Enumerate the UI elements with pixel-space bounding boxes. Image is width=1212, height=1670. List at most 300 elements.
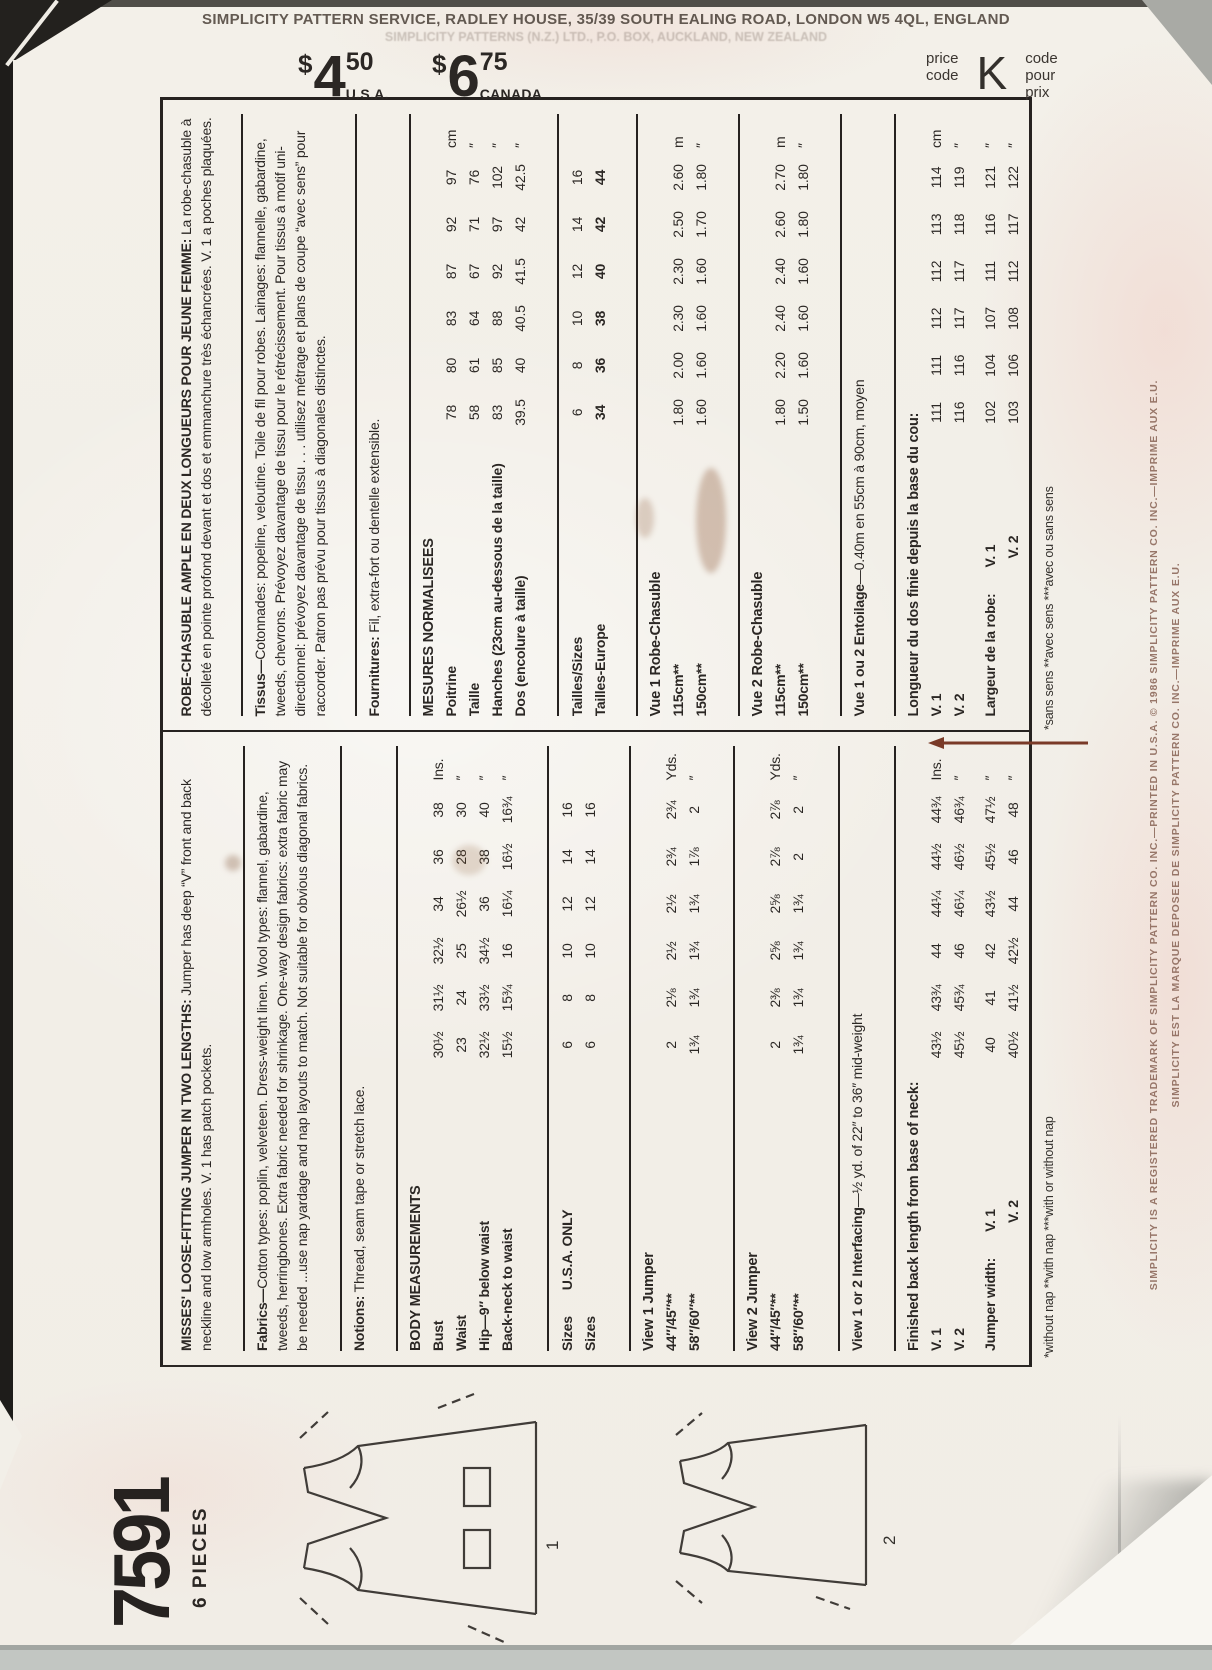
view2-yardage-section	[733, 747, 810, 1352]
table-cell: 87	[442, 263, 459, 280]
table-cell: 1.60	[693, 399, 710, 426]
vue2-header: Vue 2 Robe-Chasuble	[750, 571, 767, 717]
table-cell: 71	[465, 216, 482, 233]
unit-cell: ″	[982, 143, 998, 148]
french-intro	[169, 114, 216, 717]
fournitures-text: Fil, extra-fort ou dentelle extensible.	[365, 418, 382, 637]
address-line: SIMPLICITY PATTERN SERVICE, RADLEY HOUSE, 35/39 SOUTH EALING ROAD, LONDON W5 4QL, ENGLAND	[202, 11, 1010, 28]
scan-edge-bottom	[0, 1650, 1212, 1670]
table-cell: 6	[558, 1041, 575, 1049]
table-cell: 31½	[430, 984, 447, 1012]
table-cell: 102	[488, 166, 505, 189]
table-cell: 2½	[662, 894, 679, 914]
table-cell: 2.30	[670, 305, 687, 332]
table-cell: 1¾	[790, 988, 807, 1008]
tissus-text: Cotonnades: popeline, veloutine. Toile de fil pour robes. Lainages: flannelle, gabardine, tweeds, chevrons. Prévoyez davantage de tissu pour le rétrécissement. Pour tissus à motif uni-directionnel: prévoyez davantage de tissu . . . utilisez métrage et plans de coupe “avec sens” pour raccorder. Patron pas prévu pour tissus à diagonales distinctes.	[251, 130, 328, 717]
entoilage-section	[840, 114, 869, 717]
table-cell: 38	[430, 802, 447, 818]
unit-cell: ″	[465, 143, 482, 148]
price-code-letter: K	[976, 47, 1008, 99]
stain-mark	[452, 845, 486, 875]
table-cell: 1¾	[685, 894, 702, 914]
table-cell: 1.80	[772, 399, 789, 426]
table-cell: 106	[1005, 354, 1021, 377]
row-label: Hanches (23cm au-dessous de la taille)	[488, 463, 505, 717]
table-cell: 43½	[928, 1031, 944, 1059]
table-cell: 10	[558, 943, 575, 959]
table-row	[787, 747, 810, 1352]
unit-cell: m	[772, 136, 789, 148]
table-row	[948, 747, 971, 1352]
table-cell: 92	[488, 263, 505, 280]
table-row	[925, 114, 948, 717]
table-cell: 14	[558, 849, 575, 865]
table-cell: 92	[442, 216, 459, 233]
table-cell: 28	[453, 849, 470, 865]
row-label: Back-neck to waist	[499, 1228, 516, 1351]
table-cell: 40	[982, 1037, 998, 1053]
table-cell: 80	[442, 357, 459, 374]
legal-line-english: SIMPLICITY IS A REGISTERED TRADEMARK OF SIMPLICITY PATTERN CO. INC.—PRINTED IN U.S.A. © 1986 SIMPLICITY PATTERN CO. INC.—IMPRIME AUX E.U.	[1148, 379, 1160, 1291]
mesures-table	[440, 114, 532, 717]
row-label: Jumper width:V. 1	[982, 1209, 998, 1351]
table-row	[486, 114, 509, 717]
table-cell: 23	[453, 1037, 470, 1053]
row-label: 115cm**	[772, 664, 789, 717]
table-cell: 41½	[1005, 984, 1021, 1012]
price-usa-dollars: 4	[313, 44, 344, 109]
unit-cell: ″	[951, 143, 967, 148]
body-measurements-header: BODY MEASUREMENTS	[408, 1185, 425, 1351]
jumper-width-table	[979, 747, 1025, 1352]
table-row	[667, 114, 690, 717]
table-cell: 1.60	[693, 258, 710, 285]
table-cell: 44¼	[928, 890, 944, 918]
row-label-secondary: V. 1	[982, 1209, 998, 1232]
unit-cell: cm	[442, 129, 459, 148]
unit-cell: ″	[693, 143, 710, 148]
table-cell: 1¾	[790, 941, 807, 961]
table-cell: 1.60	[795, 305, 812, 332]
table-cell: 46¼	[951, 890, 967, 918]
unit-cell: Yds.	[662, 753, 679, 781]
table-cell: 34	[591, 404, 608, 421]
table-cell: 46½	[951, 843, 967, 871]
table-cell: 38	[591, 310, 608, 327]
french-tissus	[241, 114, 330, 717]
table-cell: 34½	[476, 937, 493, 965]
table-cell: 45¾	[951, 984, 967, 1012]
row-label: Dos (encolure à taille)	[511, 575, 528, 717]
table-cell: 14	[568, 216, 585, 233]
table-cell: 102	[982, 401, 998, 424]
view1-header: View 1 Jumper	[640, 1252, 657, 1351]
english-intro-text: Jumper has deep “V” front and back neckline and low armholes. V. 1 has patch pockets.	[178, 779, 214, 1351]
table-cell: 2¾	[662, 847, 679, 867]
dollar-sign-icon: $	[432, 49, 447, 79]
table-cell: 24	[453, 990, 470, 1006]
table-cell: 2¾	[662, 800, 679, 820]
address-line-faded: SIMPLICITY PATTERNS (N.Z.) LTD., P.O. BOX, AUCKLAND, NEW ZEALAND	[384, 30, 828, 44]
table-cell: 42	[511, 216, 528, 233]
table-cell: 16¾	[499, 796, 516, 824]
french-fournitures	[355, 114, 384, 717]
view2-header: View 2 Jumper	[745, 1252, 762, 1351]
row-label: 150cm**	[795, 663, 812, 717]
row-label: 115cm**	[670, 664, 687, 717]
table-cell: 16½	[499, 843, 516, 871]
interfacing-section	[838, 747, 867, 1352]
unit-cell: ″	[795, 143, 812, 148]
table-cell: 1.80	[795, 211, 812, 238]
table-cell: 43¾	[928, 984, 944, 1012]
table-cell: 12	[568, 263, 585, 280]
table-cell: 1.80	[795, 164, 812, 191]
finished-length-table	[925, 747, 971, 1352]
table-row	[566, 114, 589, 717]
table-cell: 108	[1005, 307, 1021, 330]
table-cell: 12	[558, 896, 575, 912]
stain-mark	[225, 855, 241, 871]
table-cell: 121	[982, 166, 998, 189]
table-cell: 42	[591, 216, 608, 233]
row-label-secondary: U.S.A. ONLY	[558, 1209, 575, 1291]
price-usa	[298, 44, 389, 109]
table-cell: 64	[465, 310, 482, 327]
table-cell: 112	[928, 307, 944, 330]
price-code-label-en: price code	[926, 50, 959, 84]
row-label: 44″/45″**	[662, 1293, 679, 1351]
table-cell: 46	[951, 943, 967, 959]
table-cell: 40½	[1005, 1031, 1021, 1059]
row-label: 58″/60″**	[790, 1293, 807, 1351]
table-cell: 83	[442, 310, 459, 327]
table-row	[1002, 747, 1025, 1352]
stain-mark	[636, 498, 654, 538]
finished-length-header: Finished back length from base of neck:	[906, 1081, 922, 1351]
table-cell: 36	[430, 849, 447, 865]
table-cell: 116	[982, 213, 998, 236]
table-cell: 1¾	[685, 1035, 702, 1055]
table-cell: 1¾	[685, 941, 702, 961]
price-code-label-fr: code pour prix	[1025, 50, 1058, 101]
table-row	[792, 114, 815, 717]
table-row	[948, 114, 971, 717]
unit-cell: Ins.	[430, 758, 447, 781]
view1-yardage-table	[660, 747, 706, 1352]
table-cell: 117	[1005, 213, 1021, 236]
table-row	[979, 747, 1002, 1352]
table-cell: 30	[453, 802, 470, 818]
pieces-count: 6 PIECES	[190, 1506, 211, 1608]
view2-number-label: 2	[880, 1535, 899, 1545]
table-cell: 8	[558, 994, 575, 1002]
table-cell: 2.00	[670, 352, 687, 379]
table-row	[683, 747, 706, 1352]
table-cell: 1.50	[795, 399, 812, 426]
mesures-header: MESURES NORMALISEES	[420, 538, 437, 717]
table-cell: 42½	[1005, 937, 1021, 965]
table-cell: 16	[568, 169, 585, 186]
table-cell: 40	[591, 263, 608, 280]
row-label: V. 1	[928, 1328, 944, 1351]
body-measurements-section	[396, 747, 519, 1352]
sizes-section	[547, 747, 602, 1352]
table-cell: 38	[476, 849, 493, 865]
table-cell: 32½	[476, 1031, 493, 1059]
pen-arrow-mark	[928, 735, 1088, 751]
table-cell: 32½	[430, 937, 447, 965]
unit-cell: ″	[1005, 143, 1021, 148]
row-label: V. 2	[1005, 535, 1021, 559]
unit-cell: cm	[928, 129, 944, 148]
table-cell: 76	[465, 169, 482, 186]
row-label: V. 2	[951, 1328, 967, 1351]
row-label: V. 1	[928, 693, 944, 717]
table-cell: 112	[928, 260, 944, 283]
table-cell: 16¼	[499, 890, 516, 918]
scan-edge-top	[0, 0, 1212, 7]
table-cell: 122	[1005, 166, 1021, 189]
table-cell: 26½	[453, 890, 470, 918]
row-label: Waist	[453, 1315, 470, 1351]
table-cell: 114	[928, 166, 944, 189]
table-row	[556, 747, 579, 1352]
mesures-section	[409, 114, 532, 717]
row-label: Taille	[465, 682, 482, 717]
table-row	[509, 114, 532, 717]
table-cell: 2½	[662, 941, 679, 961]
french-intro-heading: ROBE-CHASUBLE AMPLE EN DEUX LONGUEURS POUR JEUNE FEMME:	[178, 238, 194, 717]
table-cell: 111	[928, 402, 944, 423]
price-canada-region: CANADA	[479, 86, 543, 102]
price-canada-dollars: 6	[447, 44, 478, 109]
english-fabrics	[243, 747, 312, 1352]
longueur-table	[925, 114, 971, 717]
table-cell: 1.60	[693, 352, 710, 379]
table-cell: 15½	[499, 1031, 516, 1059]
table-cell: 46¾	[951, 796, 967, 824]
table-row	[764, 747, 787, 1352]
table-cell: 61	[465, 357, 482, 374]
sizes-table	[556, 747, 602, 1352]
interfacing-label: View 1 or 2 Interfacing	[848, 1207, 865, 1351]
table-cell: 45½	[951, 1031, 967, 1059]
table-row	[427, 747, 450, 1352]
row-label: Poitrine	[442, 665, 459, 717]
table-cell: 2	[662, 1041, 679, 1049]
row-label: Sizes	[581, 1316, 598, 1351]
row-label: V. 2	[1005, 1200, 1021, 1223]
english-intro	[169, 747, 216, 1352]
row-label: V. 2	[951, 693, 967, 717]
vue2-metrage-table	[769, 114, 815, 717]
table-cell: 2⅞	[767, 800, 784, 820]
table-cell: 97	[488, 216, 505, 233]
table-cell: 1¾	[790, 894, 807, 914]
table-row	[690, 114, 713, 717]
table-cell: 10	[581, 943, 598, 959]
price-canada-cents: 75	[479, 48, 508, 76]
table-cell: 2	[685, 806, 702, 814]
table-cell: 2⅝	[767, 941, 784, 961]
table-cell: 1.60	[693, 305, 710, 332]
table-row	[769, 114, 792, 717]
row-label-secondary: V. 1	[982, 544, 998, 568]
table-cell: 2⅜	[767, 988, 784, 1008]
content-box	[160, 97, 1032, 1367]
unit-cell: ″	[453, 775, 470, 781]
dollar-sign-icon: $	[298, 49, 313, 79]
row-label: Tailles-Europe	[591, 623, 608, 717]
french-column	[163, 100, 1029, 733]
row-label: 150cm**	[693, 663, 710, 717]
unit-cell: ″	[511, 143, 528, 148]
table-cell: 117	[951, 307, 967, 330]
table-cell: 1.60	[795, 258, 812, 285]
table-cell: 112	[1005, 260, 1021, 283]
table-cell: 40	[476, 802, 493, 818]
vue2-metrage-section	[738, 114, 815, 717]
table-cell: 58	[465, 404, 482, 421]
table-cell: 33½	[476, 984, 493, 1012]
view1-jumper-drawing	[288, 1384, 546, 1652]
table-cell: 107	[982, 307, 998, 330]
table-cell: 6	[568, 408, 585, 417]
notions-label: Notions:	[350, 1295, 367, 1351]
vue1-metrage-table	[667, 114, 713, 717]
table-cell: 43½	[982, 890, 998, 918]
table-cell: 117	[951, 260, 967, 283]
unit-cell: ″	[951, 775, 967, 781]
french-intro-text: La robe-chasuble à décolleté en pointe profond devant et dos et emmanchure très échancrées. V. 1 a poches plaquées.	[178, 117, 214, 717]
table-cell: 6	[581, 1041, 598, 1049]
table-row	[979, 114, 1002, 717]
table-cell: 45½	[982, 843, 998, 871]
table-cell: 2⅛	[662, 988, 679, 1008]
table-cell: 47½	[982, 796, 998, 824]
table-cell: 113	[928, 213, 944, 236]
english-intro-heading: MISSES' LOOSE-FITTING JUMPER IN TWO LENGTHS:	[178, 999, 194, 1351]
table-row	[1002, 114, 1025, 717]
table-cell: 111	[928, 355, 944, 376]
fabrics-label: Fabrics—	[254, 1288, 271, 1351]
table-row	[660, 747, 683, 1352]
table-cell: 42.5	[511, 164, 528, 191]
fabrics-text: Cotton types: poplin, velveteen. Dress-weight linen. Wool types: flannel, gabardine, tweeds, herringbones. Extra fabric needed for shrinkage. One-way design fabrics: extra fabric may be needed ...use nap yardage and nap layouts to match. Not suitable for obvious diagonal fabrics.	[254, 761, 311, 1351]
unit-cell: ″	[685, 775, 702, 781]
finished-length-section	[894, 747, 1025, 1352]
unit-cell: Yds.	[767, 753, 784, 781]
vue1-metrage-section	[636, 114, 713, 717]
table-cell: 48	[1005, 802, 1021, 818]
vue1-header: Vue 1 Robe-Chasuble	[648, 571, 665, 717]
unit-cell: ″	[1005, 775, 1021, 781]
scan-edge-left	[0, 0, 13, 1438]
table-row	[589, 114, 612, 717]
table-cell: 1¾	[685, 988, 702, 1008]
unit-cell: ″	[499, 775, 516, 781]
english-column	[163, 733, 1029, 1366]
row-label: SizesU.S.A. ONLY	[558, 1209, 575, 1351]
table-cell: 116	[951, 354, 967, 377]
row-label: Bust	[430, 1320, 447, 1351]
longueur-section	[894, 114, 1025, 717]
price-usa-region: U.S.A.	[345, 86, 389, 102]
table-cell: 2.20	[772, 352, 789, 379]
table-cell: 1.80	[693, 164, 710, 191]
price-canada	[432, 44, 543, 109]
row-label: Tailles/Sizes	[568, 636, 585, 717]
table-cell: 83	[488, 404, 505, 421]
table-cell: 2.40	[772, 258, 789, 285]
table-cell: 14	[581, 849, 598, 865]
entoilage-label: Vue 1 ou 2 Entoilage	[851, 584, 868, 717]
table-cell: 36	[591, 357, 608, 374]
view2-jumper-drawing	[666, 1395, 878, 1615]
table-cell: 2.60	[670, 164, 687, 191]
notions-text: Thread, seam tape or stretch lace.	[350, 1085, 367, 1296]
table-cell: 15¾	[499, 984, 516, 1012]
table-cell: 44¾	[928, 796, 944, 824]
table-cell: 2⅝	[767, 894, 784, 914]
table-cell: 44	[1005, 896, 1021, 912]
view1-number-label: 1	[543, 1540, 562, 1550]
tailles-table	[566, 114, 612, 717]
body-measurements-table	[427, 747, 519, 1352]
table-row	[440, 114, 463, 717]
table-cell: 40.5	[511, 305, 528, 332]
english-footnote: *without nap **with nap ***with or without nap	[1042, 1116, 1056, 1358]
longueur-header: Longueur du dos finie depuis la base du cou:	[906, 412, 922, 717]
table-cell: 2.50	[670, 211, 687, 238]
table-cell: 78	[442, 404, 459, 421]
view2-yardage-table	[764, 747, 810, 1352]
table-cell: 1.80	[670, 399, 687, 426]
table-cell: 2⅞	[767, 847, 784, 867]
pattern-number: 7591	[97, 1478, 186, 1628]
table-cell: 119	[951, 166, 967, 189]
table-cell: 2.70	[772, 164, 789, 191]
largeur-table	[979, 114, 1025, 717]
table-cell: 41	[982, 990, 998, 1006]
table-cell: 42	[982, 943, 998, 959]
table-cell: 104	[982, 354, 998, 377]
table-cell: 2.60	[772, 211, 789, 238]
table-cell: 88	[488, 310, 505, 327]
unit-cell: m	[670, 136, 687, 148]
table-cell: 44	[591, 169, 608, 186]
table-cell: 16	[581, 802, 598, 818]
legal-line-french: SIMPLICITY EST LA MARQUE DEPOSEE DE SIMPLICITY PATTERN CO. INC.—IMPRIME AUX E.U.	[1170, 562, 1182, 1108]
table-cell: 36	[476, 896, 493, 912]
table-cell: 25	[453, 943, 470, 959]
table-cell: 2	[767, 1041, 784, 1049]
row-label: Hip—9″ below waist	[476, 1221, 493, 1351]
french-footnote: *sans sens **avec sens ***avec ou sans sens	[1042, 486, 1056, 730]
table-row	[496, 747, 519, 1352]
table-cell: 46	[1005, 849, 1021, 865]
table-cell: 8	[581, 994, 598, 1002]
price-code-block	[926, 47, 1058, 101]
table-cell: 118	[951, 213, 967, 236]
table-row	[463, 114, 486, 717]
table-cell: 41.5	[511, 258, 528, 285]
table-row	[579, 747, 602, 1352]
view1-yardage-section	[629, 747, 706, 1352]
table-cell: 2.40	[772, 305, 789, 332]
entoilage-text: —0.40m en 55cm à 90cm, moyen	[851, 379, 868, 585]
